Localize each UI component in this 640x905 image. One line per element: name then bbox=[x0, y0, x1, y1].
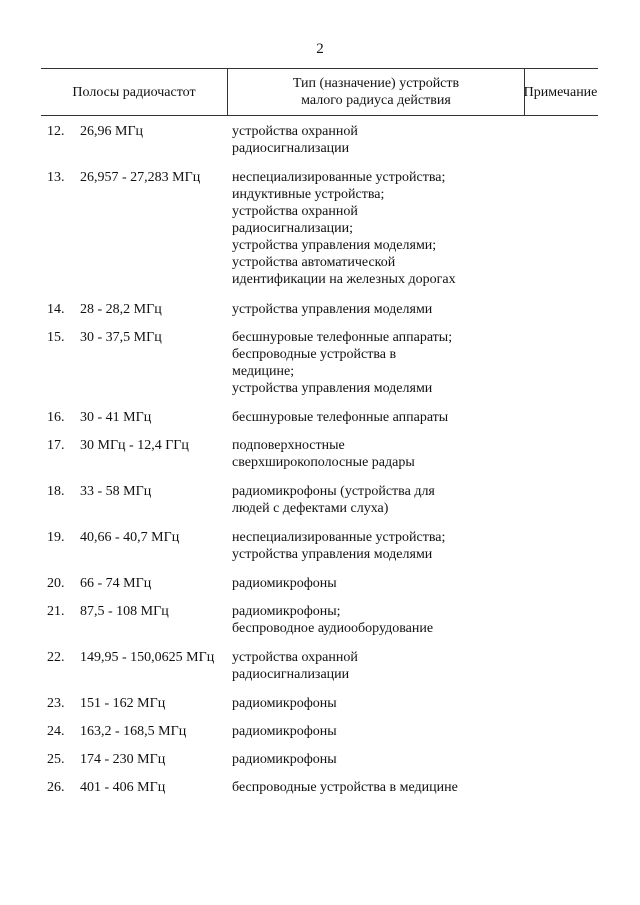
device-type-line: индуктивные устройства; bbox=[232, 187, 385, 202]
device-type-line: бесшнуровые телефонные аппараты; bbox=[232, 330, 453, 345]
header-device-type-line2: малого радиуса действия bbox=[301, 93, 451, 108]
device-type bbox=[232, 329, 492, 397]
device-type bbox=[232, 603, 492, 637]
frequency-band: 87,5 - 108 МГц bbox=[80, 604, 169, 619]
frequency-band: 26,957 - 27,283 МГц bbox=[80, 170, 201, 185]
device-type-line: радиомикрофоны bbox=[232, 576, 337, 591]
device-type-line: подповерхностные bbox=[232, 438, 345, 453]
row-number: 23. bbox=[47, 696, 65, 711]
row-number: 22. bbox=[47, 650, 65, 665]
header-frequency-bands: Полосы радиочастот bbox=[72, 84, 196, 100]
device-type-line: неспециализированные устройства; bbox=[232, 170, 446, 185]
row-number: 17. bbox=[47, 438, 65, 453]
row-number: 16. bbox=[47, 410, 65, 425]
device-type-line: радиомикрофоны bbox=[232, 752, 337, 767]
frequency-band: 40,66 - 40,7 МГц bbox=[80, 530, 180, 545]
frequency-band: 30 - 41 МГц bbox=[80, 410, 152, 425]
device-type-line: радиосигнализации bbox=[232, 667, 350, 682]
row-number: 18. bbox=[47, 484, 65, 499]
device-type-line: радиосигнализации; bbox=[232, 221, 354, 236]
page-number: 2 bbox=[316, 41, 324, 57]
device-type-line: радиомикрофоны bbox=[232, 696, 337, 711]
device-type-line: бесшнуровые телефонные аппараты bbox=[232, 410, 449, 425]
frequency-band: 151 - 162 МГц bbox=[80, 696, 166, 711]
row-number: 14. bbox=[47, 302, 65, 317]
device-type bbox=[232, 695, 492, 712]
device-type-line: людей с дефектами слуха) bbox=[232, 501, 389, 516]
device-type bbox=[232, 437, 492, 471]
row-number: 24. bbox=[47, 724, 65, 739]
row-number: 25. bbox=[47, 752, 65, 767]
device-type bbox=[232, 301, 492, 318]
header-device-type-line1: Тип (назначение) устройств bbox=[292, 76, 460, 91]
frequency-band: 174 - 230 МГц bbox=[80, 752, 166, 767]
device-type-line: беспроводные устройства в bbox=[232, 347, 397, 362]
device-type bbox=[232, 575, 492, 592]
device-type-line: устройства управления моделями bbox=[232, 381, 433, 396]
device-type bbox=[232, 483, 492, 517]
device-type-line: устройства управления моделями bbox=[232, 302, 433, 317]
frequency-band: 66 - 74 МГц bbox=[80, 576, 152, 591]
device-type bbox=[232, 751, 492, 768]
device-type-line: радиомикрофоны; bbox=[232, 604, 341, 619]
frequency-band: 28 - 28,2 МГц bbox=[80, 302, 162, 317]
frequency-band: 30 - 37,5 МГц bbox=[80, 330, 162, 345]
device-type bbox=[232, 649, 492, 683]
device-type-line: неспециализированные устройства; bbox=[232, 530, 446, 545]
header-note: Примечание bbox=[523, 84, 598, 100]
device-type-line: беспроводные устройства в медицине bbox=[232, 780, 458, 795]
device-type-line: сверхширокополосные радары bbox=[232, 455, 415, 470]
row-number: 12. bbox=[47, 124, 65, 139]
device-type bbox=[232, 779, 492, 796]
device-type-line: устройства управления моделями bbox=[232, 547, 433, 562]
row-number: 13. bbox=[47, 170, 65, 185]
row-number: 15. bbox=[47, 330, 65, 345]
frequency-band: 149,95 - 150,0625 МГц bbox=[80, 650, 215, 665]
device-type bbox=[232, 123, 492, 157]
device-type bbox=[232, 723, 492, 740]
header-device-type bbox=[227, 69, 525, 115]
frequency-band: 26,96 МГц bbox=[80, 124, 144, 139]
device-type-line: устройства охранной bbox=[232, 124, 358, 139]
frequency-band: 30 МГц - 12,4 ГГц bbox=[80, 438, 189, 453]
row-number: 21. bbox=[47, 604, 65, 619]
frequency-band: 33 - 58 МГц bbox=[80, 484, 152, 499]
device-type-line: устройства охранной bbox=[232, 204, 358, 219]
frequency-band: 163,2 - 168,5 МГц bbox=[80, 724, 187, 739]
row-number: 20. bbox=[47, 576, 65, 591]
device-type-line: устройства охранной bbox=[232, 650, 358, 665]
device-type-line: беспроводное аудиооборудование bbox=[232, 621, 434, 636]
table-header bbox=[41, 68, 598, 116]
device-type-line: устройства автоматической bbox=[232, 255, 396, 270]
device-type bbox=[232, 169, 492, 288]
device-type-line: идентификации на железных дорогах bbox=[232, 272, 456, 287]
device-type-line: радиомикрофоны bbox=[232, 724, 337, 739]
row-number: 26. bbox=[47, 780, 65, 795]
device-type-line: радиомикрофоны (устройства для bbox=[232, 484, 435, 499]
frequency-band: 401 - 406 МГц bbox=[80, 780, 166, 795]
device-type-line: медицине; bbox=[232, 364, 295, 379]
device-type-line: радиосигнализации bbox=[232, 141, 350, 156]
device-type-line: устройства управления моделями; bbox=[232, 238, 437, 253]
row-number: 19. bbox=[47, 530, 65, 545]
device-type bbox=[232, 529, 492, 563]
device-type bbox=[232, 409, 492, 426]
